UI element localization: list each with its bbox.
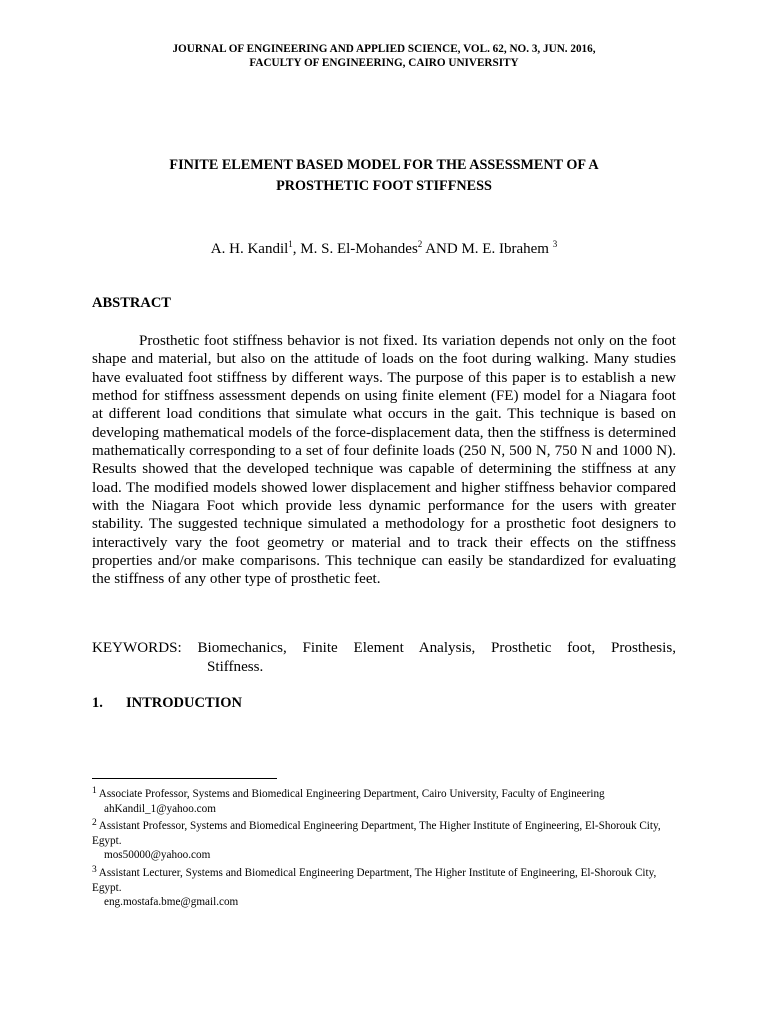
author-3: M. E. Ibrahem	[461, 241, 553, 257]
footnote-mark: 1	[92, 786, 97, 796]
footnote-mark: 2	[92, 818, 97, 829]
journal-header-line-2: FACULTY OF ENGINEERING, CAIRO UNIVERSITY	[249, 57, 519, 69]
footnote-email: ahKandil_1@yahoo.com	[104, 802, 216, 815]
footnote-text: Assistant Lecturer, Systems and Biomedical Engineering Department, The Higher Institute of Engineering, El-Shorouk City, Egypt.	[92, 866, 657, 894]
journal-header	[0, 42, 768, 70]
author-separator: ,	[292, 241, 301, 257]
section-heading-introduction	[92, 695, 242, 712]
abstract-heading: ABSTRACT	[92, 295, 171, 311]
keywords-line-2: Stiffness.	[207, 659, 264, 675]
author-1: A. H. Kandil	[210, 241, 289, 257]
footnote-email: eng.mostafa.bme@gmail.com	[104, 896, 239, 909]
footnote-3	[92, 863, 682, 910]
journal-header-line-1: JOURNAL OF ENGINEERING AND APPLIED SCIENCE, VOL. 62, NO. 3, JUN. 2016,	[172, 43, 596, 55]
section-title: INTRODUCTION	[126, 695, 243, 711]
footnote-mark: 3	[92, 864, 97, 875]
paper-title	[0, 155, 768, 197]
paper-title-line-2: PROSTHETIC FOOT STIFFNESS	[276, 178, 492, 194]
author-3-affiliation-mark: 3	[552, 239, 558, 249]
keywords	[92, 639, 676, 677]
footnote-separator	[92, 778, 277, 779]
footnote-2	[92, 816, 682, 863]
paper-title-line-1: FINITE ELEMENT BASED MODEL FOR THE ASSESSMENT OF A	[169, 157, 599, 173]
author-list	[0, 234, 768, 259]
footnote-text: Associate Professor, Systems and Biomedical Engineering Department, Cairo University, Faculty of Engineering	[98, 788, 605, 800]
section-number: 1.	[92, 695, 103, 711]
footnote-1	[92, 784, 682, 816]
keywords-line-1: KEYWORDS: Biomechanics, Finite Element Analysis, Prosthetic foot, Prosthesis,	[92, 640, 676, 656]
abstract-body: Prosthetic foot stiffness behavior is not fixed. Its variation depends not only on the foot shape and material, but also on the attitude of loads on the foot during walking. Many studies have evaluated foot stiffness by different ways. The purpose of this paper is to establish a new method for stiffness assessment depends on using finite element (FE) model for a Niagara foot at different load conditions that simulate what occurs in the gait. This technique is based on developing mathematical models of the force-displacement data, then the stiffness is determined mathematically corresponding to a set of four definite loads (250 N, 500 N, 750 N and 1000 N). Results showed that the developed technique was capable of determining the stiffness at any load. The modified models showed lower displacement and higher stiffness behavior compared with the Niagara Foot which provide less dynamic performance for the users with greater stability. The suggested technique simulated a methodology for a prosthetic foot designers to interactively vary the foot geometry or material and to track their effects on the stiffness properties and/or make comparisons. This technique can easily be standardized for evaluating the stiffness of any other type of prosthetic feet.	[92, 333, 676, 588]
author-2-affiliation-mark: 2	[417, 239, 423, 249]
author-1-affiliation-mark: 1	[288, 239, 293, 249]
author-2: M. S. El-Mohandes	[300, 241, 418, 257]
footnotes	[92, 784, 682, 910]
author-separator-and: AND	[422, 241, 462, 257]
footnote-email: mos50000@yahoo.com	[104, 849, 211, 862]
footnote-text: Assistant Professor, Systems and Biomedical Engineering Department, The Higher Institute of Engineering, El-Shorouk City, Egypt.	[92, 820, 661, 847]
